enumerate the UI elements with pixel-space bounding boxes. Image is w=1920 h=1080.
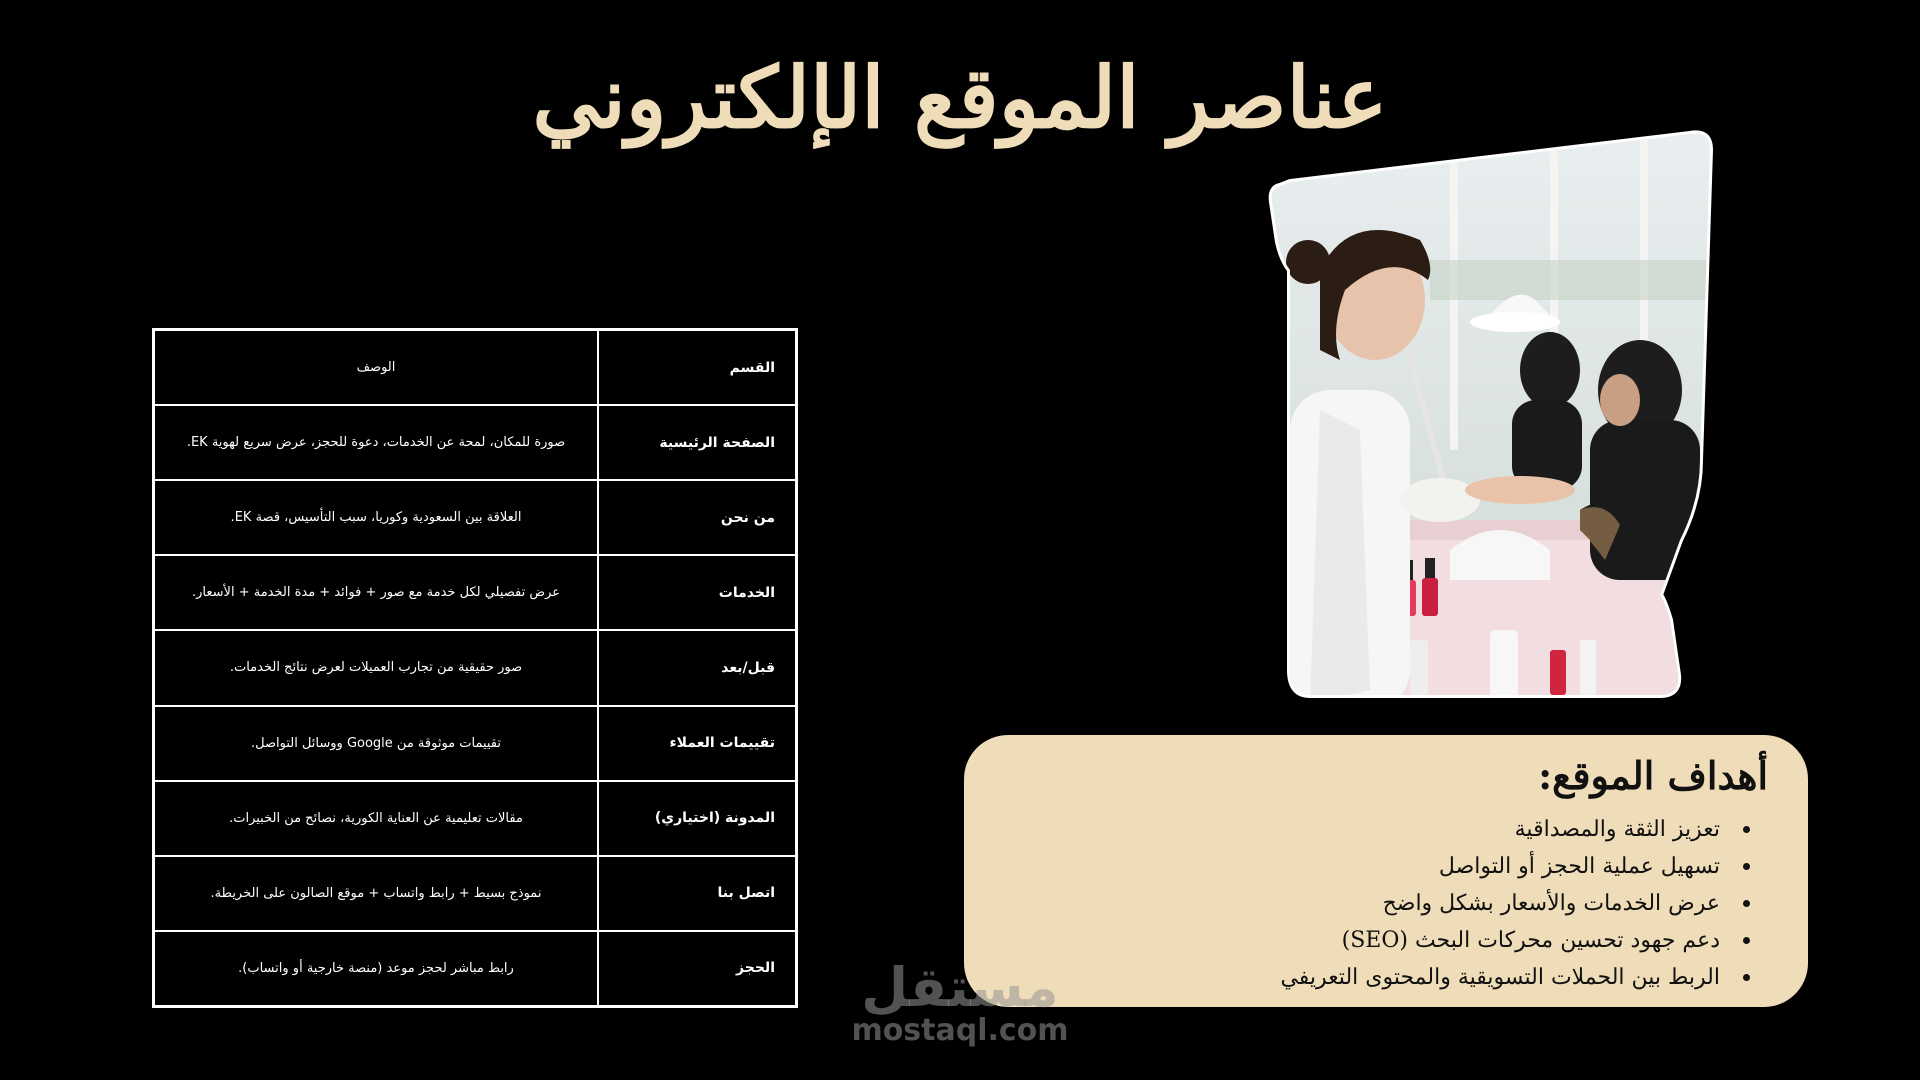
table-row	[154, 706, 797, 781]
table-row	[154, 856, 797, 931]
watermark-arabic: مستقل	[861, 956, 1059, 1019]
goal-text: الربط بين الحملات التسويقية والمحتوى التعريفي	[1280, 965, 1720, 990]
row-description: العلاقة بين السعودية وكوريا، سبب التأسيس، قصة EK.	[154, 480, 599, 555]
goal-text: دعم جهود تحسين محركات البحث (SEO)	[1341, 928, 1720, 953]
row-section: المدونة (اختياري)	[598, 781, 797, 856]
goal-text: تسهيل عملية الحجز أو التواصل	[1438, 854, 1720, 879]
row-description: صورة للمكان، لمحة عن الخدمات، دعوة للحجز، عرض سريع لهوية EK.	[154, 405, 599, 480]
website-elements-table	[152, 328, 798, 1008]
row-description: مقالات تعليمية عن العناية الكورية، نصائح من الخبيرات.	[154, 781, 599, 856]
row-description: نموذج بسيط + رابط واتساب + موقع الصالون على الخريطة.	[154, 856, 599, 931]
bullet-icon	[1743, 974, 1750, 981]
row-section: قبل/بعد	[598, 630, 797, 705]
goals-list	[1004, 811, 1768, 996]
row-description: تقييمات موثوقة من Google ووسائل التواصل.	[154, 706, 599, 781]
bullet-icon	[1743, 937, 1750, 944]
list-item	[1004, 922, 1720, 959]
goal-text: عرض الخدمات والأسعار بشكل واضح	[1382, 891, 1720, 916]
list-item	[1004, 885, 1720, 922]
row-section: الخدمات	[598, 555, 797, 630]
row-section: من نحن	[598, 480, 797, 555]
row-section: الحجز	[598, 931, 797, 1007]
bullet-icon	[1743, 826, 1750, 833]
header-description: الوصف	[154, 330, 599, 406]
row-description: رابط مباشر لحجز موعد (منصة خارجية أو واتساب).	[154, 931, 599, 1007]
list-item	[1004, 848, 1720, 885]
goals-card	[964, 735, 1808, 1007]
table-row	[154, 405, 797, 480]
list-item	[1004, 811, 1720, 848]
row-section: اتصل بنا	[598, 856, 797, 931]
list-item	[1004, 959, 1720, 996]
table-row	[154, 781, 797, 856]
bullet-icon	[1743, 900, 1750, 907]
row-section: تقييمات العملاء	[598, 706, 797, 781]
row-section: الصفحة الرئيسية	[598, 405, 797, 480]
header-section: القسم	[598, 330, 797, 406]
goals-heading: أهداف الموقع:	[1538, 753, 1768, 798]
row-description: عرض تفصيلي لكل خدمة مع صور + فوائد + مدة الخدمة + الأسعار.	[154, 555, 599, 630]
watermark-latin: mostaql.com	[851, 1013, 1069, 1048]
table-row	[154, 630, 797, 705]
bullet-icon	[1743, 863, 1750, 870]
nail-salon-photo	[1250, 130, 1730, 705]
page-title: عناصر الموقع الإلكتروني	[532, 48, 1388, 147]
table-header-row	[154, 330, 797, 406]
row-description: صور حقيقية من تجارب العميلات لعرض نتائج الخدمات.	[154, 630, 599, 705]
goal-text: تعزيز الثقة والمصداقية	[1514, 817, 1720, 842]
table-row	[154, 555, 797, 630]
table-row	[154, 931, 797, 1007]
table-row	[154, 480, 797, 555]
